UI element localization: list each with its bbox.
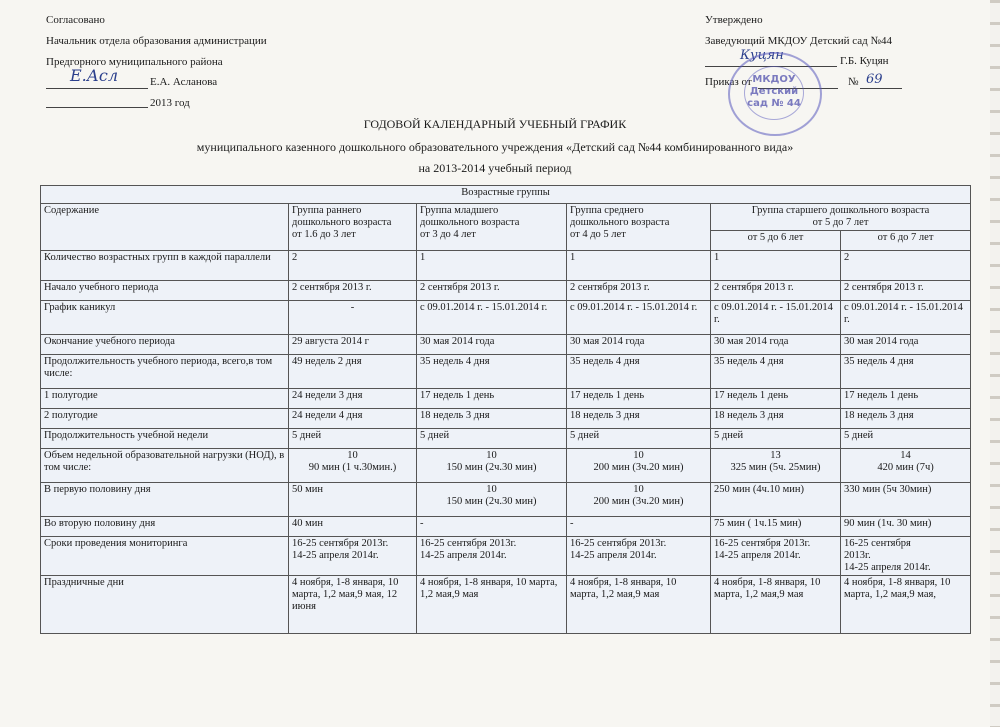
stamp-line1: МКДОУ [752, 74, 796, 85]
group-senior-header [711, 204, 971, 231]
left-date-line [46, 107, 148, 108]
table-row [41, 576, 971, 634]
order-number-line [860, 88, 902, 89]
table-cell: 24 недели 3 дня [289, 389, 417, 409]
right-signature: Куцян [740, 48, 784, 63]
table-cell: 10 150 мин (2ч.30 мин) [417, 483, 567, 517]
table-row [41, 301, 971, 335]
agreed-label: Согласовано [46, 14, 105, 26]
document-title: ГОДОВОЙ КАЛЕНДАРНЫЙ УЧЕБНЫЙ ГРАФИК [363, 117, 627, 131]
table-row [41, 355, 971, 389]
table-cell: 16-25 сентября 2013г. 14-25 апреля 2014г. [711, 537, 841, 576]
table-row [41, 537, 971, 576]
table-cell: 75 мин ( 1ч.15 мин) [711, 517, 841, 537]
table-cell: 13 325 мин (5ч. 25мин) [711, 449, 841, 483]
table-row [41, 483, 971, 517]
table-cell: 40 мин [289, 517, 417, 537]
table-cell: - [289, 301, 417, 335]
table-cell: 5 дней [841, 429, 971, 449]
table-row [41, 251, 971, 281]
table-cell: 5 дней [567, 429, 711, 449]
table-cell: 5 дней [417, 429, 567, 449]
group-junior-line1: Группа младшего [420, 205, 499, 216]
table-cell: 16-25 сентября 2013г. 14-25 апреля 2014г. [841, 537, 971, 576]
age-groups-header: Возрастные группы [41, 186, 971, 204]
table-cell: 35 недель 4 дня [711, 355, 841, 389]
left-position-line2: Предгорного муниципального района [46, 56, 223, 68]
table-row [41, 281, 971, 301]
schedule-table [40, 185, 971, 634]
table-cell: 4 ноября, 1-8 января, 10 марта, 1,2 мая,9 мая, [841, 576, 971, 634]
group-junior-line2: дошкольного возраста [420, 217, 520, 228]
table-cell: 2 сентября 2013 г. [417, 281, 567, 301]
table-cell: 18 недель 3 дня [567, 409, 711, 429]
table-cell: 1 [417, 251, 567, 281]
table-cell: 30 мая 2014 года [417, 335, 567, 355]
senior-sub-6-7: от 6 до 7 лет [841, 231, 971, 251]
table-cell: 5 дней [711, 429, 841, 449]
table-cell: 17 недель 1 день [417, 389, 567, 409]
document-period: на 2013-2014 учебный период [418, 161, 572, 175]
row-label: Сроки проведения мониторинга [41, 537, 289, 576]
table-cell: 4 ноября, 1-8 января, 10 марта, 1,2 мая,9 мая [711, 576, 841, 634]
left-position-line1: Начальник отдела образования администрации [46, 35, 267, 47]
table-cell: 2 сентября 2013 г. [711, 281, 841, 301]
order-number: 69 [866, 72, 883, 87]
table-cell: 4 ноября, 1-8 января, 10 марта, 1,2 мая,9 мая [567, 576, 711, 634]
row-label: Объем недельной образовательной нагрузки (НОД), в том числе: [41, 449, 289, 483]
table-cell: 4 ноября, 1-8 января, 10 марта, 1,2 мая,9 мая, 12 июня [289, 576, 417, 634]
group-senior-line1: Группа старшего дошкольного возраста [751, 205, 930, 216]
table-cell: 2 сентября 2013 г. [567, 281, 711, 301]
table-cell: 18 недель 3 дня [711, 409, 841, 429]
row-label: В первую половину дня [41, 483, 289, 517]
table-cell: 2 сентября 2013 г. [289, 281, 417, 301]
right-position: Заведующий МКДОУ Детский сад №44 [705, 35, 893, 47]
table-cell: 2 [289, 251, 417, 281]
table-cell: 10 200 мин (3ч.20 мин) [567, 449, 711, 483]
table-cell: 16-25 сентября 2013г. 14-25 апреля 2014г. [289, 537, 417, 576]
table-row [41, 409, 971, 429]
table-cell: 18 недель 3 дня [417, 409, 567, 429]
table-cell: 50 мин [289, 483, 417, 517]
table-cell: 10 150 мин (2ч.30 мин) [417, 449, 567, 483]
table-cell: 10 200 мин (3ч.20 мин) [567, 483, 711, 517]
row-label: 2 полугодие [41, 409, 289, 429]
table-cell: с 09.01.2014 г. - 15.01.2014 г. [841, 301, 971, 335]
group-junior-line3: от 3 до 4 лет [420, 229, 476, 240]
order-number-label: № [848, 76, 859, 88]
group-early-line3: от 1.6 до 3 лет [292, 229, 356, 240]
group-middle-header [567, 204, 711, 251]
row-label: Продолжительность учебной недели [41, 429, 289, 449]
table-cell: 18 недель 3 дня [841, 409, 971, 429]
table-cell: с 09.01.2014 г. - 15.01.2014 г. [417, 301, 567, 335]
approved-label: Утверждено [705, 14, 763, 26]
table-cell: с 09.01.2014 г. - 15.01.2014 г. [567, 301, 711, 335]
table-row [41, 449, 971, 483]
table-cell: 16-25 сентября 2013г. 14-25 апреля 2014г. [567, 537, 711, 576]
table-cell: 250 мин (4ч.10 мин) [711, 483, 841, 517]
table-cell: 14 420 мин (7ч) [841, 449, 971, 483]
right-name: Г.Б. Куцян [840, 55, 889, 67]
table-cell: 10 90 мин (1 ч.30мин.) [289, 449, 417, 483]
table-cell: 35 недель 4 дня [417, 355, 567, 389]
table-cell: 1 [711, 251, 841, 281]
table-cell: с 09.01.2014 г. - 15.01.2014 г. [711, 301, 841, 335]
table-cell: 30 мая 2014 года [711, 335, 841, 355]
table-row [41, 429, 971, 449]
row-label: Количество возрастных групп в каждой параллели [41, 251, 289, 281]
left-name: Е.А. Асланова [150, 76, 218, 88]
stamp-line3: сад № 44 [747, 98, 801, 109]
table-cell: 2 сентября 2013 г. [841, 281, 971, 301]
row-label: 1 полугодие [41, 389, 289, 409]
left-signature-line [46, 88, 148, 89]
table-row [41, 335, 971, 355]
table-cell: - [417, 517, 567, 537]
group-middle-line3: от 4 до 5 лет [570, 229, 626, 240]
table-cell: 2 [841, 251, 971, 281]
group-middle-line1: Группа среднего [570, 205, 644, 216]
row-label: График каникул [41, 301, 289, 335]
content-header: Содержание [41, 204, 289, 251]
order-label: Приказ от [705, 76, 752, 88]
table-cell: - [567, 517, 711, 537]
table-cell: 49 недель 2 дня [289, 355, 417, 389]
table-cell: 17 недель 1 день [841, 389, 971, 409]
table-cell: 35 недель 4 дня [567, 355, 711, 389]
document-subtitle: муниципального казенного дошкольного образовательного учреждения «Детский сад №44 комбинированного вида» [196, 140, 794, 154]
left-year: 2013 год [150, 97, 190, 109]
group-early-line1: Группа раннего [292, 205, 362, 216]
left-signature: Е.Асл [70, 66, 119, 85]
group-early-line2: дошкольного возраста [292, 217, 392, 228]
stamp-text [746, 74, 802, 110]
senior-sub-5-6: от 5 до 6 лет [711, 231, 841, 251]
binder-edge [990, 0, 1000, 727]
row-label: Окончание учебного периода [41, 335, 289, 355]
table-cell: 1 [567, 251, 711, 281]
table-row [41, 517, 971, 537]
row-label: Праздничные дни [41, 576, 289, 634]
group-senior-line2: от 5 до 7 лет [812, 217, 869, 228]
table-cell: 35 недель 4 дня [841, 355, 971, 389]
table-cell: 17 недель 1 день [711, 389, 841, 409]
group-middle-line2: дошкольного возраста [570, 217, 670, 228]
table-cell: 90 мин (1ч. 30 мин) [841, 517, 971, 537]
table-cell: 29 августа 2014 г [289, 335, 417, 355]
group-junior-header [417, 204, 567, 251]
schedule-rows [41, 251, 971, 634]
table-cell: 17 недель 1 день [567, 389, 711, 409]
table-row [41, 389, 971, 409]
row-label: Начало учебного периода [41, 281, 289, 301]
table-cell: 24 недели 4 дня [289, 409, 417, 429]
row-label: Продолжительность учебного периода, всего,в том числе: [41, 355, 289, 389]
table-cell: 330 мин (5ч 30мин) [841, 483, 971, 517]
stamp-line2: Детский [749, 86, 799, 97]
table-cell: 30 мая 2014 года [841, 335, 971, 355]
table-cell: 30 мая 2014 года [567, 335, 711, 355]
table-cell: 4 ноября, 1-8 января, 10 марта, 1,2 мая,9 мая [417, 576, 567, 634]
table-cell: 5 дней [289, 429, 417, 449]
row-label: Во вторую половину дня [41, 517, 289, 537]
group-early-header [289, 204, 417, 251]
table-cell: 16-25 сентября 2013г. 14-25 апреля 2014г. [417, 537, 567, 576]
